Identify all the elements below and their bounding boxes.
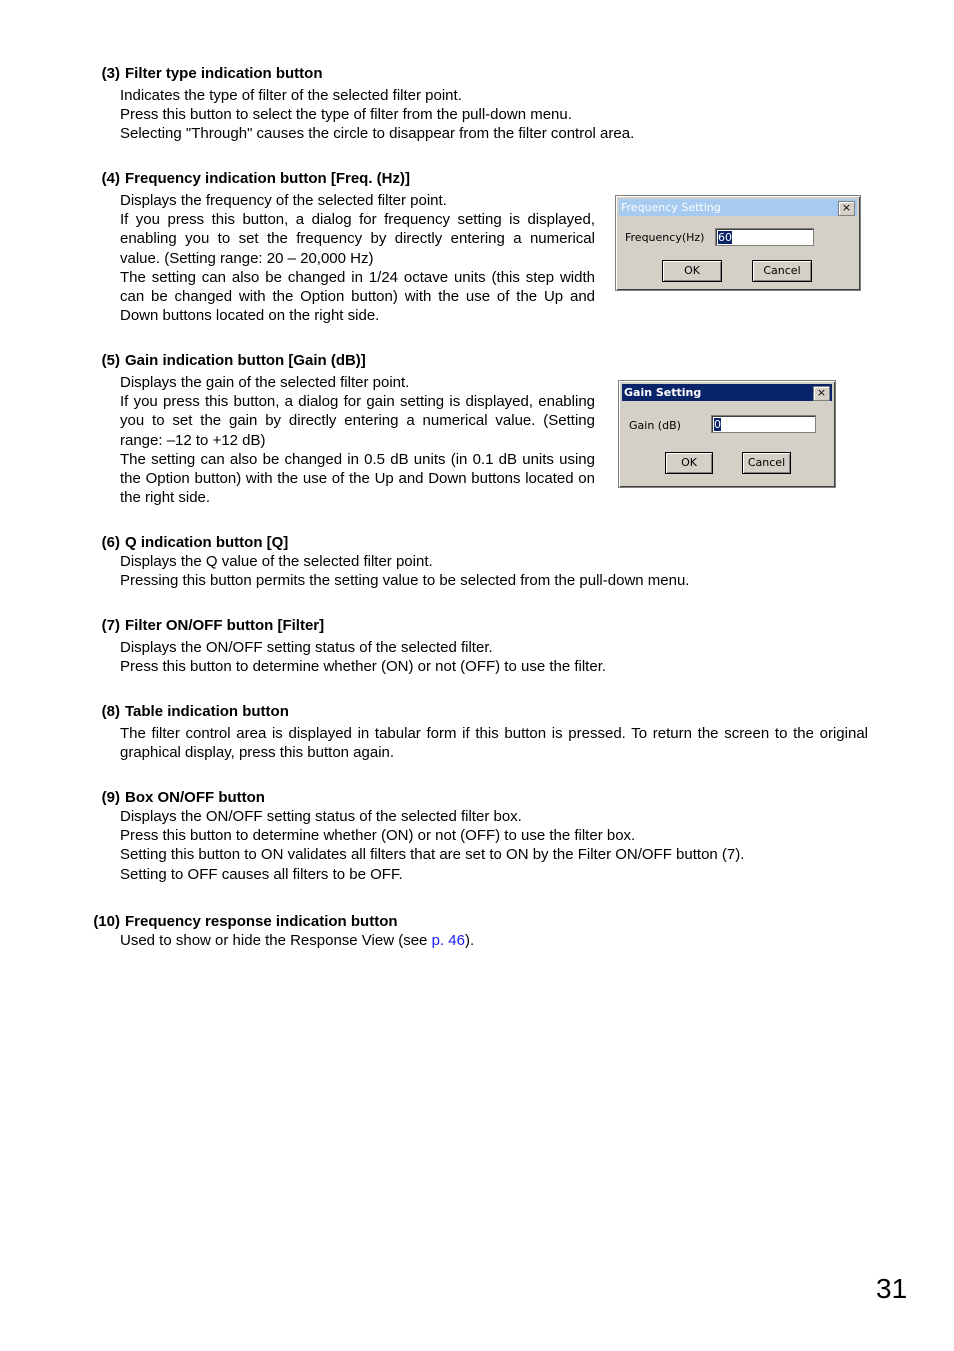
body-text: Used to show or hide the Response View (see: [120, 932, 432, 949]
section-heading: [87, 616, 887, 635]
section-heading: [87, 912, 887, 931]
section-3: [87, 64, 887, 144]
page-link[interactable]: p. 46: [431, 932, 465, 949]
section-number: (10): [93, 913, 120, 930]
section-title: Frequency indication button [Freq. (Hz)]: [125, 170, 410, 187]
section-title: Q indication button [Q]: [125, 534, 289, 551]
dialog-title: Frequency Setting: [621, 201, 721, 214]
body-paragraph: Displays the frequency of the selected filter point.: [120, 192, 447, 209]
section-title: Gain indication button [Gain (dB)]: [125, 352, 366, 369]
section-5: [87, 351, 597, 507]
cancel-button[interactable]: Cancel: [752, 260, 812, 282]
section-4: [87, 169, 597, 325]
body-paragraph: The setting can also be changed in 0.5 dB units (in 0.1 dB units using the Option button) with the use of the Up and Down buttons located on the right side.: [120, 450, 595, 507]
section-title: Filter type indication button: [125, 65, 323, 82]
section-title: Box ON/OFF button: [125, 789, 265, 806]
frequency-input[interactable]: [715, 228, 814, 246]
body-line: Displays the ON/OFF setting status of the selected filter box.: [120, 808, 522, 825]
frequency-value: 60: [718, 231, 732, 244]
section-heading: [87, 64, 887, 83]
body-paragraph: If you press this button, a dialog for gain setting is displayed, enabling you to set the gain by directly entering a numerical value. (Setting range: –12 to +12 dB): [120, 393, 595, 449]
section-body: [120, 191, 595, 325]
close-icon[interactable]: ×: [838, 201, 855, 216]
close-icon[interactable]: ×: [813, 386, 830, 401]
section-number: (3): [101, 65, 120, 82]
body-line: Displays the Q value of the selected filter point.: [120, 553, 433, 570]
body-line: [120, 931, 887, 950]
section-heading: [87, 702, 868, 721]
section-10: [87, 912, 887, 950]
dialog-title-bar: [619, 199, 857, 216]
section-body: [120, 807, 887, 884]
section-number: (8): [101, 703, 120, 720]
body-paragraph: The setting can also be changed in 1/24 octave units (this step width can be changed with the Option button) with the use of the Up and Down buttons located on the right side.: [120, 268, 595, 325]
body-paragraph: The filter control area is displayed in tabular form if this button is pressed. To return the screen to the original graphical display, press this button again.: [120, 725, 868, 762]
frequency-label: Frequency(Hz): [625, 231, 705, 244]
body-line: Press this button to select the type of filter from the pull-down menu.: [120, 106, 572, 124]
section-6: [87, 533, 887, 590]
section-body: [120, 724, 868, 762]
section-body: [120, 638, 887, 676]
dialog-title: Gain Setting: [624, 386, 702, 399]
ok-button[interactable]: OK: [665, 452, 713, 474]
body-line: Indicates the type of filter of the selected filter point.: [120, 87, 462, 104]
section-heading: [87, 351, 597, 370]
body-line: Setting this button to ON validates all filters that are set to ON by the Filter ON/OFF button (7).: [120, 846, 745, 864]
page-number: 31: [876, 1273, 908, 1304]
body-text: ).: [464, 932, 475, 949]
section-8: [87, 702, 868, 762]
section-heading: [87, 169, 597, 188]
cancel-button[interactable]: Cancel: [742, 452, 791, 474]
section-9: [87, 788, 887, 884]
gain-label: Gain (dB): [629, 419, 681, 432]
section-number: (6): [101, 534, 120, 551]
body-line: Selecting "Through" causes the circle to disappear from the filter control area.: [120, 125, 635, 143]
gain-setting-dialog: [618, 380, 836, 488]
body-line: Pressing this button permits the setting value to be selected from the pull-down menu.: [120, 572, 690, 590]
section-number: (5): [101, 352, 120, 369]
body-paragraph: Displays the gain of the selected filter point.: [120, 374, 410, 391]
gain-value: 0: [714, 418, 721, 431]
section-body: [120, 931, 887, 950]
section-title: Table indication button: [125, 703, 289, 720]
gain-input[interactable]: [711, 415, 816, 433]
body-line: Press this button to determine whether (ON) or not (OFF) to use the filter box.: [120, 827, 636, 845]
dialog-title-bar: [622, 384, 832, 401]
section-number: (7): [101, 617, 120, 634]
section-number: (9): [101, 789, 120, 806]
section-body: [120, 552, 887, 590]
ok-button[interactable]: OK: [662, 260, 722, 282]
section-heading: [87, 533, 887, 552]
section-body: [120, 86, 887, 144]
section-title: Filter ON/OFF button [Filter]: [125, 617, 325, 634]
section-body: [120, 373, 595, 507]
section-title: Frequency response indication button: [125, 913, 398, 930]
section-heading: [87, 788, 887, 807]
body-line: Press this button to determine whether (ON) or not (OFF) to use the filter.: [120, 658, 607, 676]
section-number: (4): [101, 170, 120, 187]
body-line: Displays the ON/OFF setting status of the selected filter.: [120, 639, 493, 656]
section-7: [87, 616, 887, 676]
body-paragraph: If you press this button, a dialog for frequency setting is displayed, enabling you to set the frequency by directly entering a numerical value. (Setting range: 20 – 20,000 Hz): [120, 211, 595, 267]
body-line: Setting to OFF causes all filters to be OFF.: [120, 865, 403, 883]
frequency-setting-dialog: [615, 195, 861, 291]
